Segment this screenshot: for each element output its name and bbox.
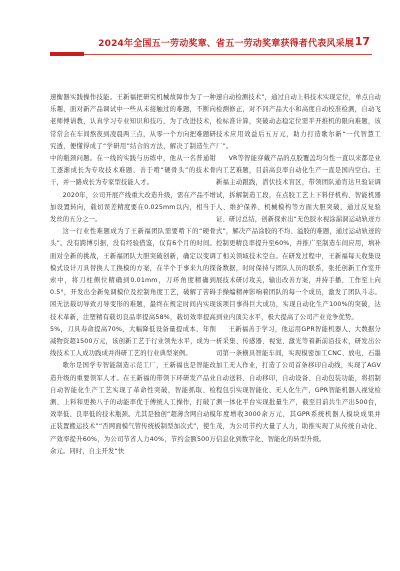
paragraph: 这一行业性难题成为了王新福团队需要啃下的“硬骨头”。没有跨博引据，没有经验借鉴，仅有6个月的时间。面对全新的挑战，王新福团队大胆突破创新，确定以变调模式设计刀具替换人工换模的方案，在半个于事来九的探索中，将刀柱侧位精确到0.01mm，刀环角度精确到0.5°，开发出全新免调模位及控制角度工艺，破解了苦碍困无法载切导致刃导变形的难题，最终在规定时间内实现技术革新，注塑精有载切良品率提高58%，载切效率提高5%，刀具寿命提高70%，大幅降低设备量提成本，年削减物资超1500万元，该创新工艺于行业领先水平，成为一线技术工人成功践成并得研工艺的行业典型案例。 [50, 228, 216, 358]
paragraph: 歌尔是国学专智能制造示范工厂，王新福也是智能改造升级的重要领军人才。在王新福的带领下环研发产品业自动智能化生产工艺实现了革命性突破，智能抓取、检测、上料和更换八子的动能率优于傅统人工操作，打破了效率低、良率低的技术瓶颈。尤其是独创“超薄含网自动模正装置搬运技术”“否网面模气管传统板制型加次式”，使生产效率提升60%，为公司节省人力40%，节约金额500万余元。同时，自主开发“快 [50, 362, 216, 455]
header-divider [84, 54, 372, 55]
paragraph: 速自动检测技术”，通过自动上料技术实现定位，单点自动检测修正，对不同产品大小和高度自动校准检测，自动飞检标准计算，突破动态稳定位需平开推机的限向难题，该技术应用效益后五万元，助力打造歌尔新“一代智慧工厂”。 [216, 94, 381, 150]
right-text-column [216, 92, 381, 446]
paragraph: 速衡器实践操作技能。王新福把研究机械故障作为了一种乐趣，面对新产品调试中一些从未接触过的难题，不断向老师傅请教，认真学习专业知识和技巧，为了改进技术，常常会在车间熬夜到凌晨两三点，从零一个方向把难题研究透，便懂得成了“学研用”结合的方法，解决了制造生产中的瓶颈问题。在一线的实践与历练中，他从一名普通钳工逐渐成长为专攻技术难题、善于啃“硬骨头”的技术骨干，并一路成长为专家型技能人才。 [50, 94, 216, 187]
page-header-title: 2024年全国五一劳动奖章、省五一劳动奖章获得者代表风采展 [98, 39, 354, 49]
header-accent-bar [50, 52, 84, 56]
paragraph: 王新福善于学习，他运用GPR智能机器人、大数据分析采集、传感器、视觉、激光等着新前沿技术，研发出公司第一条横具智能车间，实现模密加工CNC、放电、石墨加工无人作业，打造了公司首条移印自动线，实现了AGV自动送料、自动移印，自动设备、自动包装功能，将招制程包引实现智能化、无人化生产，GPR智能机器人视觉检测一体化平台实现批量生产，截至目前共生产出500台，年度增收3000余万元，其GPR系统机器人模块成果并茂，为公司节约大量了人力，助推实现了从传统自动化、信息化到数字化、智能化的转型升级。 [216, 325, 381, 443]
paragraph: VR等智能穿戴产品的点胶覆盖均匀性一直以来都是业内工艺难题，目前高良率自动化生产一直是国内空白。王新福主动跟践，潜伏技术盲区，带领团队通宵达旦验证调试，拆解制造工段，在点胶工艺上下料仔机构、智能机器人、维护保养、机械模构等方面大胆突破，通过反复验证、研讨总结，创新探索出“无色胶水视涂漏洞运动轨迹方式”，解决产品涂胶的不均、溢胶的难题，通过运动轨迹的控制更精良率提升至60%，并推广至制造车间应用，填补了相关领域技术空白。在研发过程中，王新福每天收集设备数据，时时保持与团队人员的联系，张托创新工作室开展技术研讨攻关，输出改善方案，并持手播、工作至上向手操编精神影响着团队的每一个成员，激发了团队斗志。该项目事得巨大成功，实现自动化生产100%的突破，达到业内顶尖水平，极大提高了公司产业竞争优势。 [216, 155, 381, 321]
left-text-column [50, 92, 216, 458]
paragraph: 2020年，公司开展产线重大改造升级，需在产品不增加设置转向，载切误差精度要在0.025mm以内，相当于发丝的五分之一。 [50, 191, 216, 224]
page-number: 17 [354, 35, 370, 48]
